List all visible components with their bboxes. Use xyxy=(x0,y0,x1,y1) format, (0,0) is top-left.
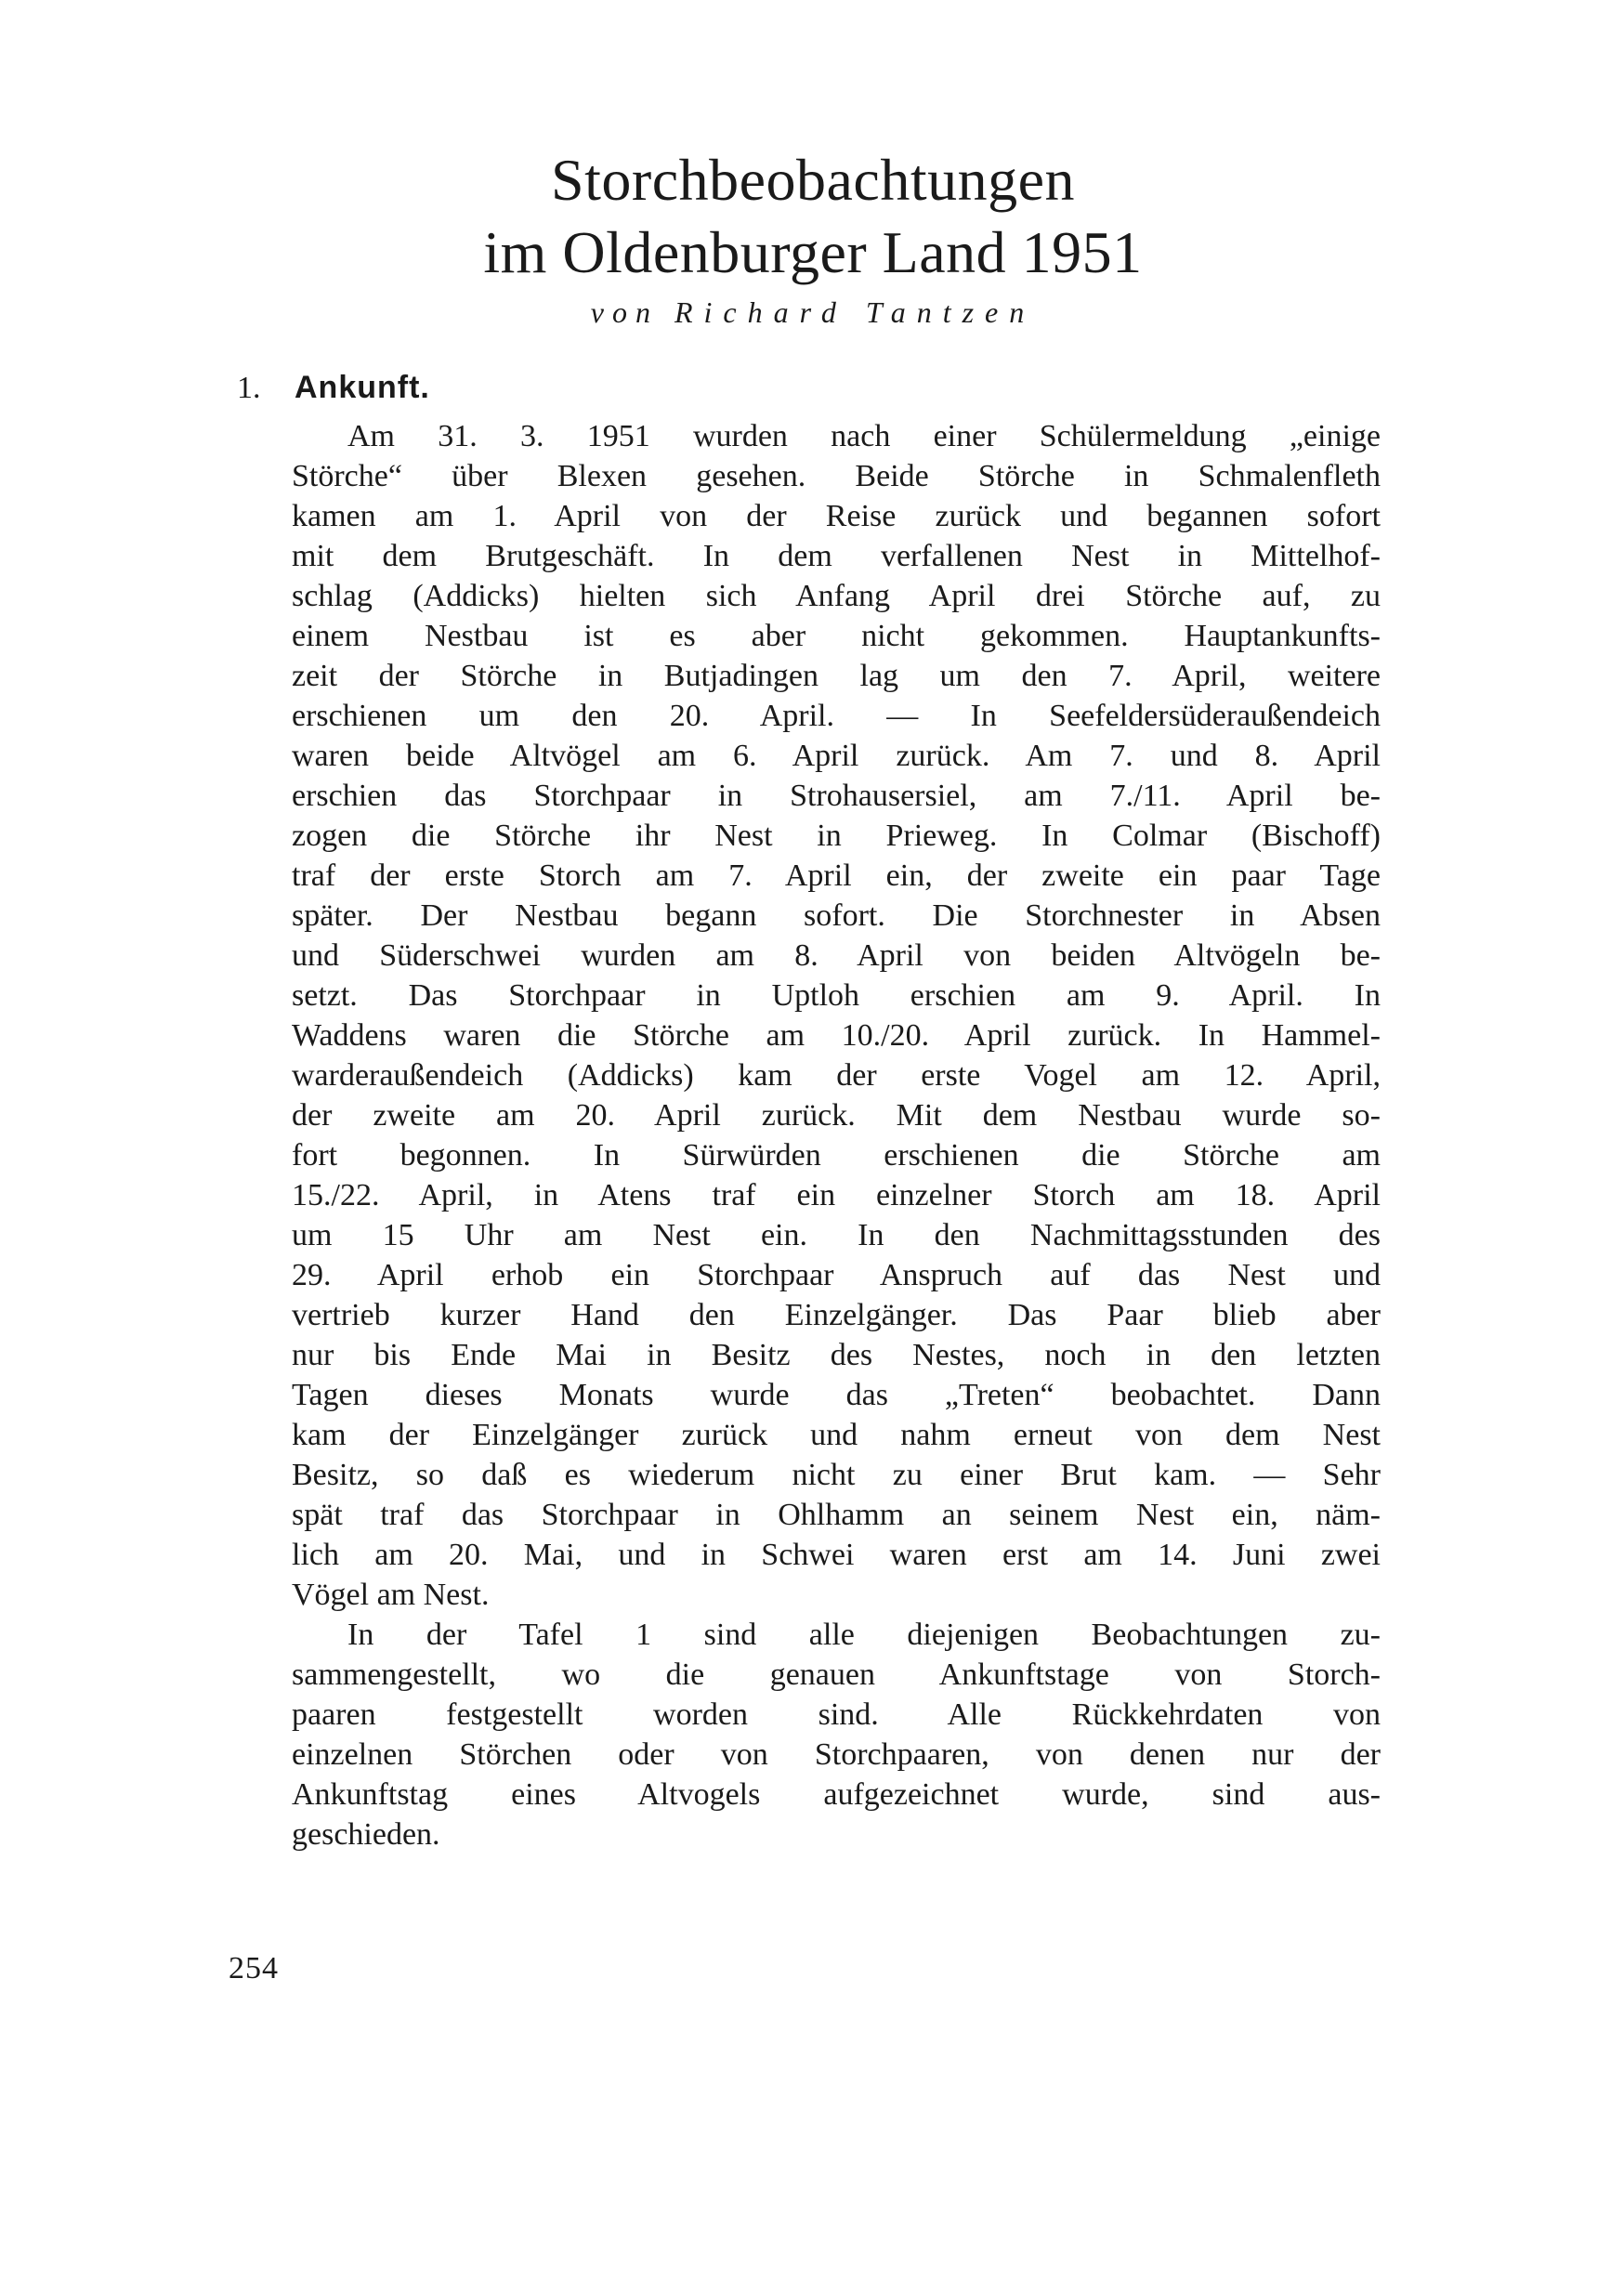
text-line: zeit der Störche in Butjadingen lag um den 7. April, weitere xyxy=(292,659,1381,693)
text-line: sammengestellt, wo die genauen Ankunftstage von Storch- xyxy=(292,1658,1381,1692)
text-line: warderaußendeich (Addicks) kam der erste Vogel am 12. April, xyxy=(292,1058,1381,1093)
paragraph xyxy=(292,1615,1381,1854)
text-line: um 15 Uhr am Nest ein. In den Nachmittagsstunden des xyxy=(292,1218,1381,1252)
text-line: nur bis Ende Mai in Besitz des Nestes, noch in den letzten xyxy=(292,1338,1381,1372)
text-line: In der Tafel 1 sind alle diejenigen Beobachtungen zu- xyxy=(347,1618,1381,1652)
text-line: kamen am 1. April von der Reise zurück und begannen sofort xyxy=(292,499,1381,533)
text-line: Störche“ über Blexen gesehen. Beide Störche in Schmalenfleth xyxy=(292,459,1381,493)
text-line: traf der erste Storch am 7. April ein, der zweite ein paar Tage xyxy=(292,858,1381,893)
text-line: einzelnen Störchen oder von Storchpaaren, von denen nur der xyxy=(292,1737,1381,1772)
text-line: 29. April erhob ein Storchpaar Anspruch auf das Nest und xyxy=(292,1258,1381,1292)
text-line: später. Der Nestbau begann sofort. Die Storchnester in Absen xyxy=(292,898,1381,933)
text-line: geschieden. xyxy=(292,1817,440,1852)
text-line: der zweite am 20. April zurück. Mit dem Nestbau wurde so- xyxy=(292,1098,1381,1133)
section-number: 1. xyxy=(237,371,261,405)
article-title-line-2: im Oldenburger Land 1951 xyxy=(483,219,1143,285)
text-line: spät traf das Storchpaar in Ohlhamm an seinem Nest ein, näm- xyxy=(292,1498,1381,1532)
author-byline xyxy=(279,295,1347,330)
text-line: Ankunftstag eines Altvogels aufgezeichnet wurde, sind aus- xyxy=(292,1777,1381,1812)
text-line: fort begonnen. In Sürwürden erschienen die Störche am xyxy=(292,1138,1381,1173)
text-line: Am 31. 3. 1951 wurden nach einer Schülermeldung „einige xyxy=(347,419,1381,453)
text-line: Waddens waren die Störche am 10./20. April zurück. In Hammel- xyxy=(292,1018,1381,1053)
body-text xyxy=(292,416,1381,1854)
page-number: 254 xyxy=(229,1951,279,1985)
text-line: Tagen dieses Monats wurde das „Treten“ beobachtet. Dann xyxy=(292,1378,1381,1412)
paragraph xyxy=(292,416,1381,1615)
text-line: schlag (Addicks) hielten sich Anfang April drei Störche auf, zu xyxy=(292,579,1381,613)
text-line: setzt. Das Storchpaar in Uptloh erschien am 9. April. In xyxy=(292,978,1381,1013)
text-line: paaren festgestellt worden sind. Alle Rückkehrdaten von xyxy=(292,1697,1381,1732)
text-line: und Süderschwei wurden am 8. April von beiden Altvögeln be- xyxy=(292,938,1381,973)
text-line: Vögel am Nest. xyxy=(292,1578,490,1612)
text-line: kam der Einzelgänger zurück und nahm erneut von dem Nest xyxy=(292,1418,1381,1452)
text-line: vertrieb kurzer Hand den Einzelgänger. Das Paar blieb aber xyxy=(292,1298,1381,1332)
text-line: zogen die Störche ihr Nest in Prieweg. In Colmar (Bischoff) xyxy=(292,819,1381,853)
text-line: Besitz, so daß es wiederum nicht zu einer Brut kam. — Sehr xyxy=(292,1458,1381,1492)
text-line: erschienen um den 20. April. — In Seefeldersüderaußendeich xyxy=(292,699,1381,733)
author-name: Richard Tantzen xyxy=(674,295,1036,329)
text-line: einem Nestbau ist es aber nicht gekommen. Hauptankunfts- xyxy=(292,619,1381,653)
author-prefix: von xyxy=(590,295,659,329)
text-line: erschien das Storchpaar in Strohausersiel, am 7./11. April be- xyxy=(292,779,1381,813)
text-line: lich am 20. Mai, und in Schwei waren erst am 14. Juni zwei xyxy=(292,1538,1381,1572)
section-heading xyxy=(237,370,430,406)
section-label: Ankunft. xyxy=(295,370,430,405)
text-line: mit dem Brutgeschäft. In dem verfallenen Nest in Mittelhof- xyxy=(292,539,1381,573)
text-line: 15./22. April, in Atens traf ein einzelner Storch am 18. April xyxy=(292,1178,1381,1212)
article-title-line-1: Storchbeobachtungen xyxy=(551,147,1075,213)
text-line: waren beide Altvögel am 6. April zurück. Am 7. und 8. April xyxy=(292,739,1381,773)
